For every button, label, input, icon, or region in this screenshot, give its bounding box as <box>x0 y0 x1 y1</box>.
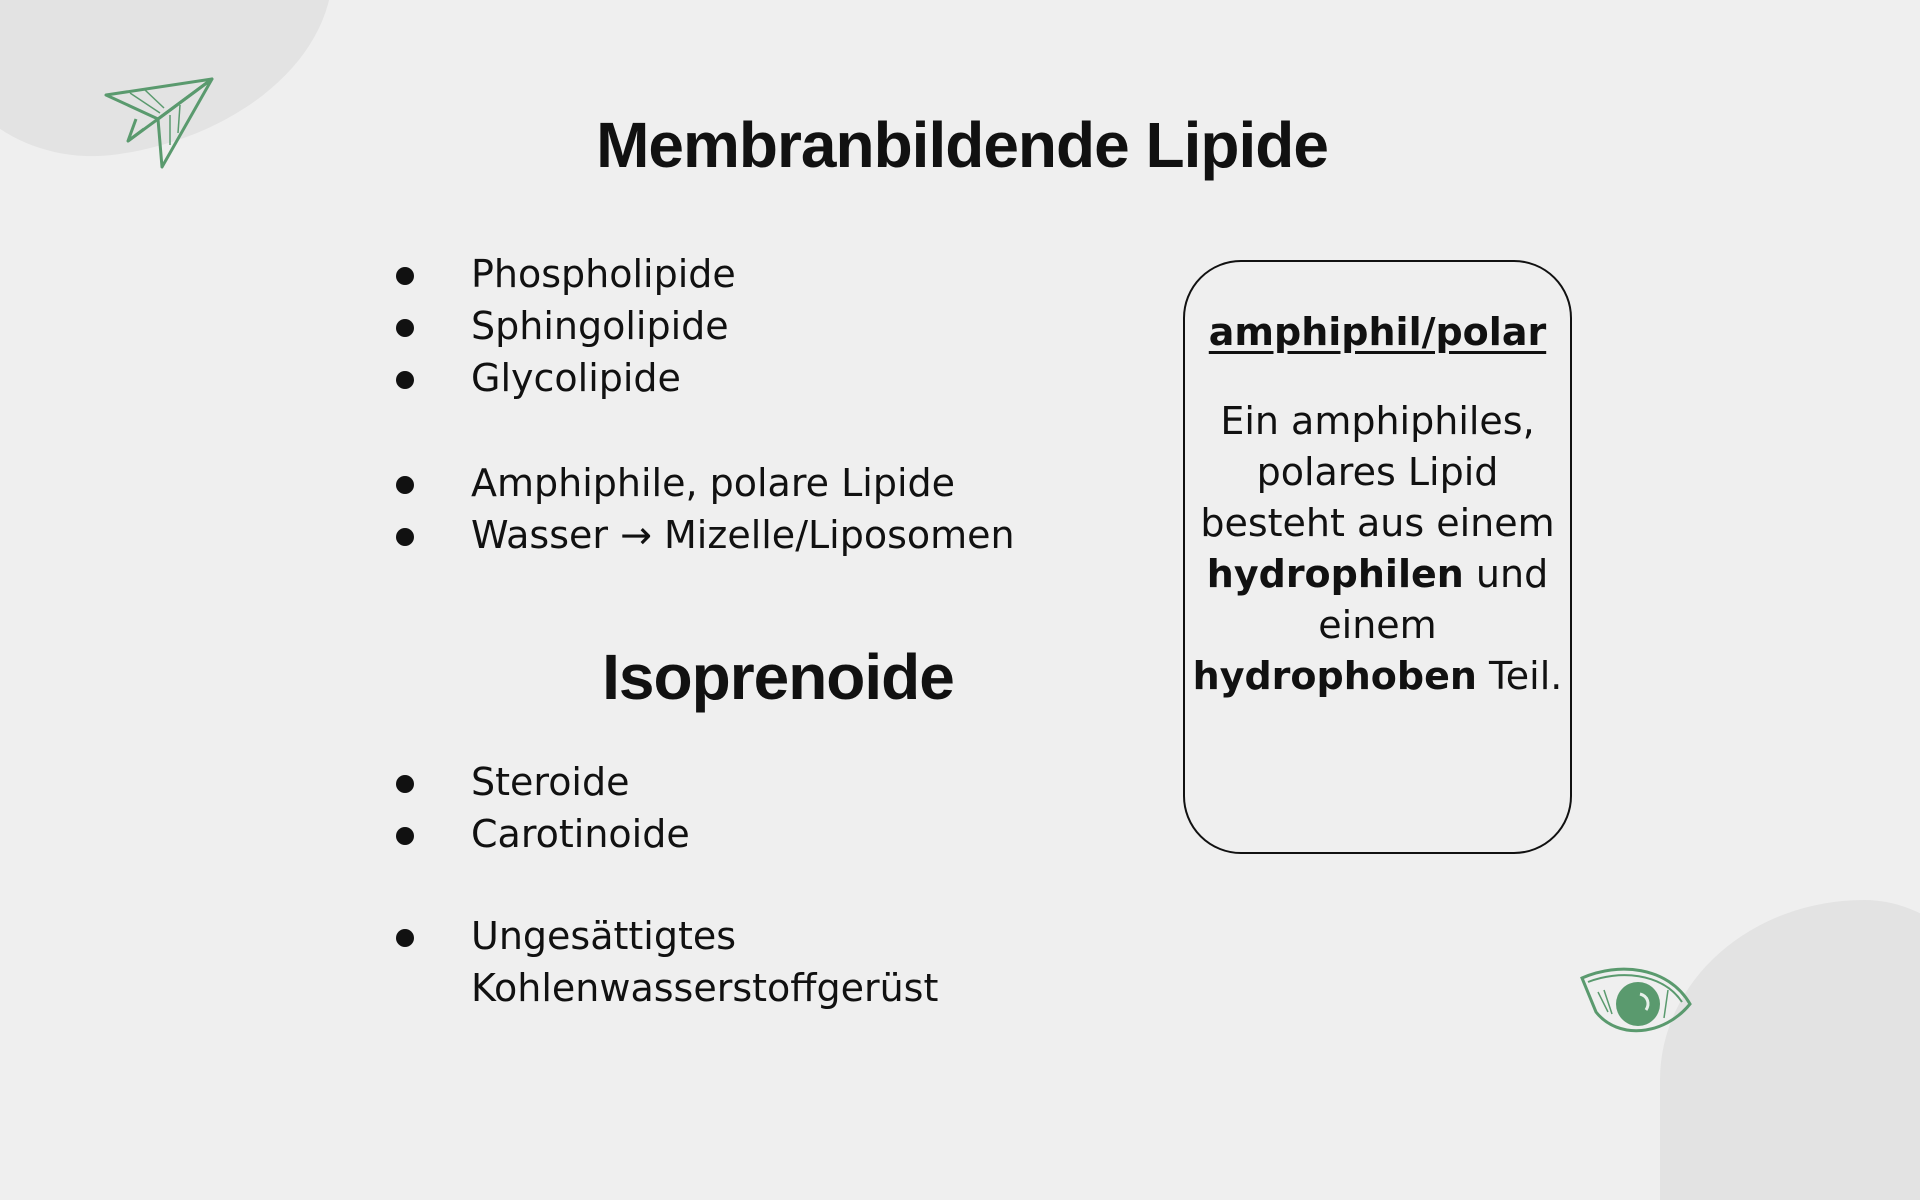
isoprenoid-property-list <box>396 910 1096 1014</box>
card-bold-a: hydrophilen <box>1206 552 1464 596</box>
card-heading: amphiphil/polar <box>1208 310 1547 354</box>
background-blob-bottom-right <box>1660 900 1920 1200</box>
isoprenoid-list <box>396 756 690 860</box>
section-title: Isoprenoide <box>602 641 954 713</box>
eye-icon <box>1578 962 1694 1042</box>
card-text-b: und einem <box>1318 552 1549 647</box>
lipid-property-list <box>396 457 1015 561</box>
definition-card <box>1183 260 1572 854</box>
list-item: Glycolipide <box>396 352 736 404</box>
lipid-type-list <box>396 248 736 404</box>
list-item: Carotinoide <box>396 808 690 860</box>
slide-title-text: Membranbildende Lipide <box>596 109 1328 181</box>
card-text <box>1185 396 1570 702</box>
card-text-c: Teil. <box>1489 654 1563 698</box>
card-text-a: Ein amphiphiles, polares Lipid besteht aus einem <box>1200 399 1555 545</box>
list-item: Steroide <box>396 756 690 808</box>
list-item: Amphiphile, polare Lipide <box>396 457 1015 509</box>
list-item: Wasser → Mizelle/Liposomen <box>396 509 1015 561</box>
list-item: Phospholipide <box>396 248 736 300</box>
card-bold-b: hydrophoben <box>1192 654 1477 698</box>
slide-title <box>0 108 1920 182</box>
list-item: Ungesättigtes Kohlenwasserstoffgerüst <box>396 910 1031 1014</box>
list-item: Sphingolipide <box>396 300 736 352</box>
